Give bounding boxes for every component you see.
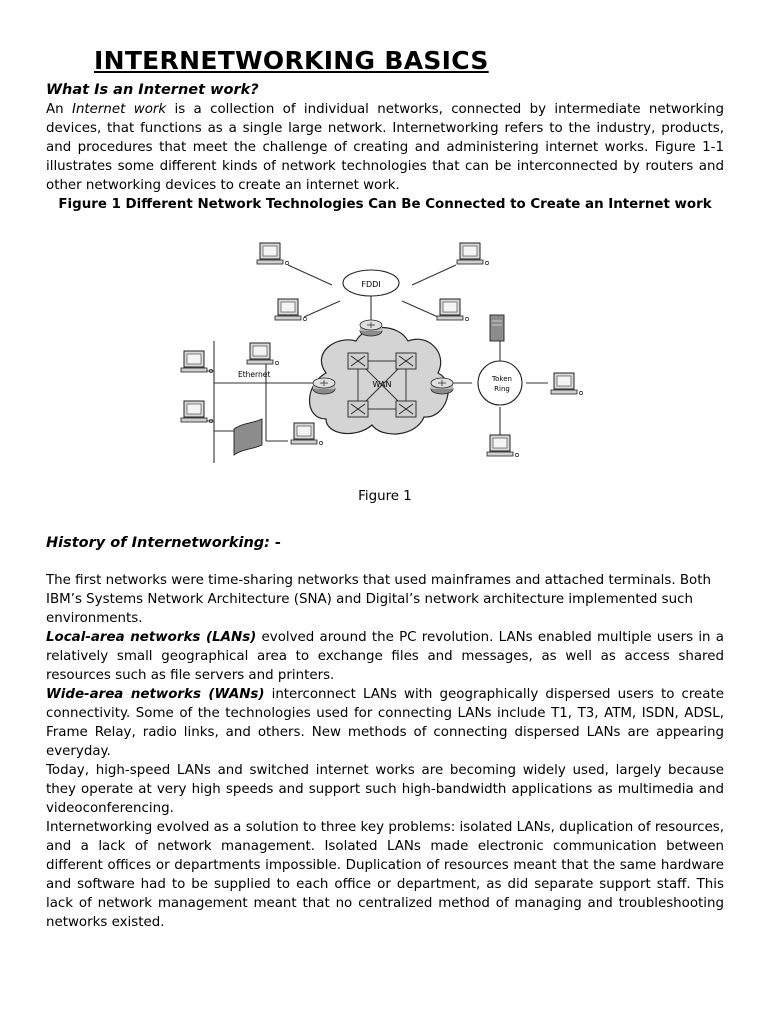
wan-switch-2 [396, 353, 416, 369]
network-figure [46, 215, 724, 504]
intro-term: Internet work [72, 102, 167, 117]
pc-token-1 [551, 373, 583, 395]
wan-switch-1 [348, 353, 368, 369]
history-paragraph-1: The first networks were time-sharing networks that used mainframes and attached terminals. Both IBM’s Systems Network Architecture (SNA) and Digital’s network architecture implemented such environments. [46, 572, 711, 626]
figure-caption: Figure 1 Different Network Technologies Can Be Connected to Create an Internet work [58, 197, 712, 212]
pc-fddi-3 [275, 299, 307, 321]
pc-ethernet-3 [181, 401, 213, 423]
section-heading-history: History of Internetworking: - [46, 534, 282, 551]
lan-term: Local-area networks (LANs) [46, 629, 257, 645]
wan-switch-4 [396, 401, 416, 417]
lan-text: evolved around the PC revolution. LANs enabled multiple users in a relatively small geographical area to exchange files and messages, as well as access shared resources such as file servers and printers. [46, 629, 724, 683]
token-label-1: Token [492, 374, 512, 383]
router-token-ring [431, 378, 453, 394]
pc-fddi-2 [457, 243, 489, 265]
figure-label: Figure 1 [358, 488, 412, 504]
pc-ethernet-2 [247, 343, 279, 365]
pc-token-2 [487, 435, 519, 457]
wan-text: interconnect LANs with geographically dispersed users to create connectivity. Some of the technologies used for connecting LANs include T1, T3, ATM, ISDN, ADSL, Frame Relay, radio links, and others. New methods of connecting dispersed LANs are appearing everyday. [46, 686, 724, 759]
token-label-2: Ring [494, 384, 510, 393]
printer-icon [234, 419, 262, 455]
wan-term: Wide-area networks (WANs) [46, 686, 265, 702]
server-icon [490, 315, 504, 341]
section-heading-internetwork: What Is an Internet work? [46, 82, 259, 98]
evolved-paragraph: Internetworking evolved as a solution to three key problems: isolated LANs, duplication of resources, and a lack of network management. Isolated LANs made electronic communication between different offices or departments impossible. Duplication of resources meant that the same hardware and software had to be supplied to each office or department, as did separate support staff. This lack of network management meant that no centralized method of managing and troubleshooting networks existed. [46, 819, 724, 930]
page-title: INTERNETWORKING BASICS [94, 46, 489, 75]
network-diagram [176, 223, 596, 485]
pc-fddi-4 [437, 299, 469, 321]
pc-ethernet-1 [181, 351, 213, 373]
document-page [46, 44, 724, 932]
fddi-label: FDDI [361, 279, 381, 289]
pc-fddi-1 [257, 243, 289, 265]
intro-paragraph [46, 100, 724, 195]
router-ethernet [313, 378, 335, 394]
intro-pre: An [46, 102, 72, 117]
today-paragraph: Today, high-speed LANs and switched internet works are becoming widely used, largely because they operate at very high speeds and support such high-bandwidth applications as multimedia and videoconferencing. [46, 762, 724, 816]
pc-ethernet-4 [291, 423, 323, 445]
intro-post: is a collection of individual networks, connected by intermediate networking devices, that functions as a single large network. Internetworking refers to the industry, products, and procedures that meet the challenge of creating and administering internet works. Figure 1-1 illustrates some different kinds of network technologies that can be interconnected by routers and other networking devices to create an internet work. [46, 102, 724, 193]
router-fddi [360, 320, 382, 336]
token-ring [478, 361, 522, 405]
wan-switch-3 [348, 401, 368, 417]
wan-paragraph [46, 685, 724, 761]
wan-label: WAN [372, 379, 392, 389]
ethernet-label: Ethernet [238, 369, 271, 379]
lan-paragraph [46, 628, 724, 685]
